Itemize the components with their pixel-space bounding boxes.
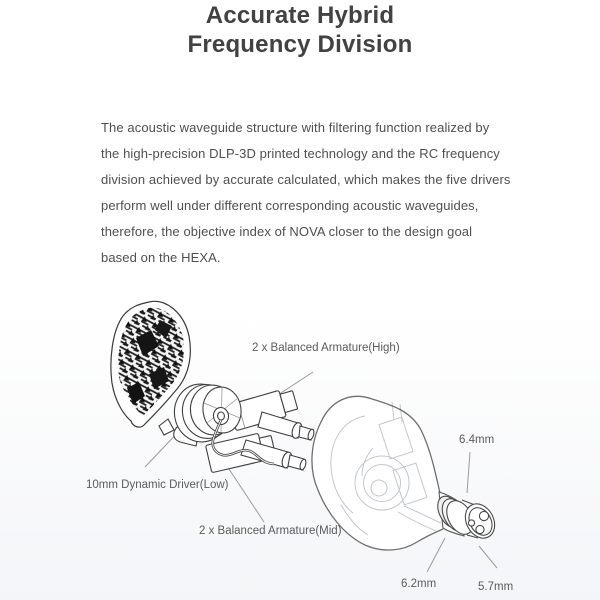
description-line: the high-precision DLP-3D printed technology and the RC frequency xyxy=(101,146,500,161)
driver-assembly-illustration xyxy=(159,381,315,473)
description-line: therefore, the objective index of NOVA closer to the design goal xyxy=(101,224,473,239)
label-ba-mid: 2 x Balanced Armature(Mid) xyxy=(199,525,342,537)
description-line: The acoustic waveguide structure with filtering function realized by xyxy=(101,120,490,135)
description-line: based on the HEXA. xyxy=(101,250,221,265)
description-line: perform well under different corresponding acoustic waveguides, xyxy=(101,198,479,213)
label-dynamic-driver-low: 10mm Dynamic Driver(Low) xyxy=(86,479,229,491)
description xyxy=(101,115,531,271)
title-line-1: Accurate Hybrid xyxy=(205,2,395,29)
label-ba-high: 2 x Balanced Armature(High) xyxy=(252,342,400,354)
page-title xyxy=(0,1,600,59)
earphone-exploded-diagram xyxy=(0,280,600,600)
leader-5-7mm xyxy=(479,546,497,568)
nozzle-illustration xyxy=(433,492,501,543)
label-nozzle-6-4mm: 6.4mm xyxy=(459,434,495,446)
title-line-2: Frequency Division xyxy=(187,31,413,58)
description-line: division achieved by accurate calculated, which makes the five drivers xyxy=(101,172,511,187)
label-nozzle-6-2mm: 6.2mm xyxy=(401,578,437,590)
leader-6-2mm xyxy=(427,538,445,572)
label-nozzle-5-7mm: 5.7mm xyxy=(478,581,514,593)
leader-6-4mm xyxy=(467,452,470,493)
